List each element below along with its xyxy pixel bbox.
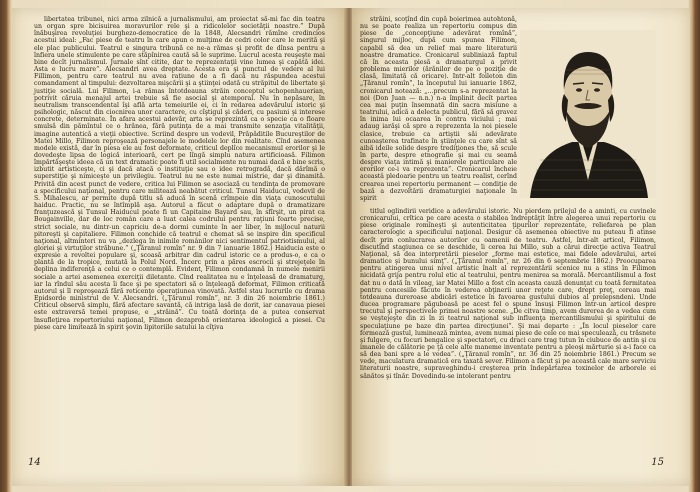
author-portrait-engraving	[520, 30, 656, 198]
right-page	[352, 8, 690, 486]
right-page-number: 15	[651, 457, 664, 468]
left-page-number: 14	[28, 457, 41, 468]
right-page-text-top: străini, scoţînd din cupă boierimea autohtonă, nu se poate realiza un repertoriu compus din piese de „concepţiune adevărat romînă”, singurul mijloc, după cum spunea Filimon, capabil să dea un relief mai mare literaturii noastre dramatice. Cronicarul subliniază faptul că în aceasta piesă a dramaturgul a privit problema mierilor (ărănilor de pe o poziţie de clasă, limitată că oricare). Intr-alt foileton din „Ţăranul romîn”, la începutul lui ianuarie 1862, cronicarul notează: „...precum s-a reprezentat la noi (Don Juan — n.n.) n-a împlinit decît partea cea mai puţin însemnată din sacra misiune a teatrului, adică a delecta publicul, fără să gravez în inima lui ocaarea în contra viciului ; mai adaug iarăşi că spre a reprezenta la noi piesele clasice, trebuie ca artiştii săi adevărate cunoaşterea trafinate în ştiinţele cu care sînt să aibă ideile solide despre trediţiones the, să scule în parte, despre etnografie şi mai cu seamă despre viaţa intimă şi manierele particulare ale erorilor ce-i va reprezenta”. Cronicarul încheie aceastâ pledoarie pentru un teatru realist, cerînd crearea unei repertoriu permanent — condiţie de bază a dezvoltării dramaturgiei naţionale în spirit	[360, 16, 517, 202]
left-page	[12, 8, 346, 486]
left-page-text: libertatea tribunei, nici arma zilnică a jurnalismului, am proiectat să-mi fac din teatru un organ spre bicisuirea moravurilor rele şi a ridicolelor societăţii noastre.” După înăbuşirea revoluţiei burghezo-democratice de la 1848, Alecsandri rămîne credincios acestui ideal: „Fac piese de teatru în care apun o mulţime de cedri color care le merită şi ele plac publicului. Teatrul e singura tribună ce ne-a rămas şi profit de dînsa pentru a înfiera unele stimulente pe care stăpînirea caută să le suprime. Lucrul acesta reuşeşte mai bine decît jurnalismul. Jurnale sînt citite, dar te reprezentaţii vine lumea şi capătă idei. Asta e lucru mare”. Alecsandri avea dreptate. Acesta era şi punctul de vedere al lui Fillimon, pentru care teatrul nu avea rațiune de a fi dacă nu răspundea acestui comandament al timpului: dezvoltarea mişcării şi a ştiinţei odată cu străpitul de libertate şi justiţie socială. Lui Filimon, i-a rămas întotdeauna străin conceptul schopenhauerian, potrivit căruia menajul artei trebuie să fie asocial şi atemporal. Nu în nepăsare, în neutralism transcendental îşi află arta temeiurile ei, ci în redarea adevărului istoric şi psihologic, născut din ciocnirea unor caractere, cu cîştigul şi căderi, cu pasiuni şi interese concrete, determinate. În afara acestui adevăr, arta se reprezintă ca o specie ca o floare smulsă din pămîntul ce o hrănea, fără putinţa de a mai transmite senzaţia vitalităţii, imagine autentică a vieţii obiective. Scriind despre un vodevil, Prăpăditile Bucureştilor de Matei Millo, Filimon reproşează personajele le modelele lor din realitate. Cînd asemenea modele există, dar în piesa ele au fost deformate, criticul deplîce mecanismul erorilor şi le dovedeşte lipsa de logică interioară, cert pe lîngă simplu natura artificioasă. Filimon împărtăşeşte ideea că un text dramatic poate fi util socialmente nu numai dacă e bine scris, izbutit artisticeşte, ci şi dacă atacă o instituţie sau o idee retrogradă, dacă dărîmă o superstiţie şi nimiceşte un privilegiu. Teatrul nu ne este numai mistrie, dar şi dinamită. Privită din acest punct de vedere, critica lui Filimon se asociază cu tendinţa de promovare a specificului naţional, pentru care militează neabătut criticul. Tunsul Haiducul, vodevil de S. Mihalescu, ar permite după titlu să aducă în scenă crîmpeie din viaţa cunoscutului haiduc. Practic, nu se întîmplă aşa. Autorul a făcut o adaptare după o dramatizare franţuzească şi Tunsul Haiducul poate fi un Capitaine Bayard sau, în sfîrşit, un pirat ca Bougainville, dar de loc român care a luat calea codrului pentru raţiuni foarte precise, strict sociale, nu dintr-un capriciu de-a dormi cuminte în aer liber, în mijlocul naturii pitoreşti şi capitaliere. Filimon conchide că teatrul e chemat să se inspire din specificul naţional, altminteri nu va „dezlega în inimile românilor nici sentimentul patriotismului, al gloriei şi virtuţilor străbune.” („Ţăranul romîn” nr. 9 din 7 ianuarie 1862.) Haiducia este o expresie a revoltei populare şi, scoasă arbitrar din cadrul istoric ce a produs-o, e ca o plantă de la tropice, mutată la Polul Nord. Încerc prin a păres escrocii şi strejeţele în deplina indiferenţă a celui ce o contemplă. Evident, Filimon condamnă în numele menirii sociale a artei asemenea exerciţii diletante. Cînd realitatea nu e înţeleasă de dramaturg, iar la rîndul său acesta îi face şi pe spectatori să o înţeleagă deformat, Filimon criticată autorul şi îl reproşează fără reticenţe operaţiunea vinovată. Astfel stau lucrurile cu drama Epidsorde ministrul de V. Alecsandri. („Ţăranul romîn”, nr. 3 din 26 noiembrie 1861.) Criticul observă simplu, fără afectare savantă, că intriga lasă de dorit, iar canavaua piesei este extraversă temei propuse, e „străină”. Cu toată dorinţa de a putea conservat însufleţirea repertoriului naţional, Filimon dezaprobă orientarea ideologică a piesei. Cu piese care limitează în spirit şovin lipitoriile satului la cîţiva	[34, 16, 325, 331]
right-page-body-top	[360, 16, 517, 202]
right-page-body-full	[360, 208, 656, 380]
right-page-text-full: titlul oglindirii veridice a adevărului istoric. Nu pierdem prilejul de a aminti, cu cuvinele cronicarului, crîtica pe care acesta o stabilea îndreptăţit între alegerea unui repertoriu cu piese originale romîneşti şi autenticitatea ţipurilor reprezentate, reliefarea pe plan caracterologic a specificului naţional. Desigur că asemenea obiective nu puteau fi atinse decît prin conlucrarea autorilor cu oamenii de teatru. Astfel, într-alt articol, Filimon, discutînd stagiunea ce se deschide, îi cerea lui Millo, sub a cărui direcţie activa Teatrul Naţional, să dea interpretării pieselor „forme mai estetice, mai fidele adevărului, artei dramatice şi bunului simţ”. („Ţăranul romîn”, nr. 26 din 6 septembrie 1862.) Preocuparea pentru atingerea unui nivel artistic înalt al reprezentării scenice nu a stins în Filimon nicidată grija pentru rolul etic al teatrului, pentru menirea sa morală. Mercantilismul a fost dat nu o dată în vileag, iar Matei Millo a fost cîn aceasta cauză denunţat cu toată fermitatea pentru concesiile făcute în vederea obţinerii unor reţete care, drept preţ, cereau mai totdeauna dureroase abdicări estetice în favoarea gustului dubios al prelepsndeni. Unde ducea programare păguboasă pe acest fel o spune însuşi Filimon într-un articol despre trecutul şi perspectivele primei noastre scene. „De citva timp, avem durerea de a vedea cum se veştejeşte din zi în zi teatrul naţional sub influenţa mercantilismului şi spiritului de speculaţiune pe baze din partea direcţiunei”. Şi mai departe : „În locul pieselor care formează gustul, luminează mintea, avem numai piese de cele ce mai speculează, cu trăsnete şi fulgere, cu focuri bengalice şi spectatori, cu draci care trag tutun în ciubuce de antin şi cu imanele de călătorie pe ţă cele alte maneme inventate pentru a pleoşi mărturie și a-i face ca să dea bani spre a le vedea”. („Ţăranul romîn”, nr. 36 din 25 noiembrie 1861.) Precum se vede, maculatura dramatică era taxată sever. Filimon a făcut şi pe această cale mare serviciu literaturii noastre, supraveghindu-i creşterea prin îndepărtarea toxinelor de arborele ei sănătos şi tînăr. Dovedindu-se intolerant pentru	[360, 208, 656, 380]
left-page-body	[34, 16, 325, 331]
